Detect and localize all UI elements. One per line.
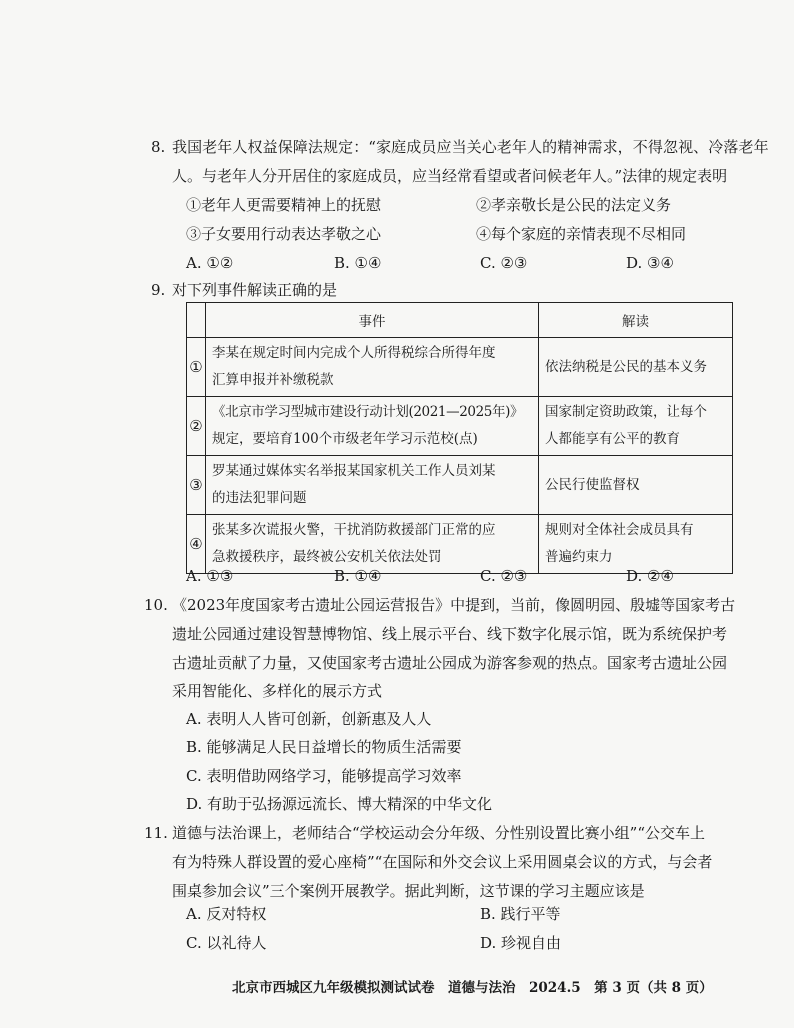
question-stem-line: 有为特殊人群设置的爱心座椅”“在国际和外交会议上采用圆桌会议的方式，与会者 [172,853,713,871]
question-stem-line: 《2023年度国家考古遗址公园运营报告》中提到，当前，像圆明园、殷墟等国家考古 [172,596,736,614]
option-b[interactable]: B. 能够满足人民日益增长的物质生活需要 [186,738,462,756]
option-c[interactable]: C. ②③ [480,254,528,272]
option-a[interactable]: A. ①③ [186,567,234,585]
option-b[interactable]: B. ①④ [334,254,382,272]
event-line: 规定，要培育100个市级老年学习示范校(点) [212,431,478,447]
question-number: 11. [144,824,168,842]
question-stem-line: 人。与老年人分开居住的家庭成员，应当经常看望或者问候老年人。”法律的规定表明 [172,167,728,185]
statement-1: ①老年人更需要精神上的抚慰 [186,196,382,214]
option-d[interactable]: D. 珍视自由 [480,934,562,952]
question-number: 8. [151,138,166,156]
event-cell [206,397,539,456]
option-a[interactable]: A. 表明人人皆可创新，创新惠及人人 [186,710,432,728]
row-number: ④ [187,515,206,574]
table-header-row [187,303,733,338]
event-line: 李某在规定时间内完成个人所得税综合所得年度 [212,345,496,361]
question-number: 10. [144,596,168,614]
event-line: 张某多次谎报火警，干扰消防救援部门正常的应 [212,522,496,538]
option-c[interactable]: C. 表明借助网络学习，能够提高学习效率 [186,767,462,785]
option-d[interactable]: D. ③④ [626,254,674,272]
option-a[interactable]: A. ①② [186,254,234,272]
event-table [186,302,733,574]
table-row [187,456,733,515]
interpretation-cell [539,338,733,397]
option-b[interactable]: B. 践行平等 [480,905,561,923]
interpretation-line: 人都能享有公平的教育 [545,431,680,447]
event-line: 的违法犯罪问题 [212,490,307,506]
table-header-event: 事件 [206,303,539,338]
table-header-blank [187,303,206,338]
question-stem-line: 古遗址贡献了力量，又使国家考古遗址公园成为游客参观的热点。国家考古遗址公园 [172,654,728,672]
option-d[interactable]: D. 有助于弘扬源远流长、博大精深的中华文化 [186,795,493,813]
question-stem-line: 遗址公园通过建设智慧博物馆、线上展示平台、线下数字化展示馆，既为系统保护考 [172,625,728,643]
interpretation-line: 普遍约束力 [545,549,613,565]
page-footer: 北京市西城区九年级模拟测试试卷 道德与法治 2024.5 第 3 页（共 8 页） [232,980,713,996]
statement-4: ④每个家庭的亲情表现不尽相同 [476,225,687,243]
question-stem-line: 道德与法治课上，老师结合“学校运动会分年级、分性别设置比赛小组”“公交车上 [172,824,706,842]
option-c[interactable]: C. ②③ [480,567,528,585]
row-number: ① [187,338,206,397]
question-stem-line: 围桌参加会议”三个案例开展教学。据此判断，这节课的学习主题应该是 [172,882,645,900]
option-d[interactable]: D. ②④ [626,567,674,585]
option-c[interactable]: C. 以礼待人 [186,934,267,952]
event-line: 《北京市学习型城市建设行动计划(2021—2025年)》 [212,404,524,420]
row-number: ② [187,397,206,456]
question-stem-line: 对下列事件解读正确的是 [172,281,338,299]
interpretation-cell [539,456,733,515]
interpretation-line: 规则对全体社会成员具有 [545,522,694,538]
event-cell [206,338,539,397]
question-stem-line: 采用智能化、多样化的展示方式 [172,682,383,700]
event-line: 急救援秩序，最终被公安机关依法处罚 [212,549,442,565]
option-b[interactable]: B. ①④ [334,567,382,585]
table-header-interpretation: 解读 [539,303,733,338]
interpretation-line: 公民行使监督权 [545,476,640,493]
event-line: 罗某通过媒体实名举报某国家机关工作人员刘某 [212,463,496,479]
question-number: 9. [151,281,166,299]
statement-3: ③子女要用行动表达孝敬之心 [186,225,382,243]
row-number: ③ [187,456,206,515]
interpretation-line: 国家制定资助政策，让每个 [545,404,707,420]
event-line: 汇算申报并补缴税款 [212,372,334,388]
table-row [187,338,733,397]
question-stem-line: 我国老年人权益保障法规定：“家庭成员应当关心老年人的精神需求，不得忽视、冷落老年 [172,138,769,156]
event-cell [206,456,539,515]
interpretation-line: 依法纳税是公民的基本义务 [545,358,707,375]
interpretation-cell [539,397,733,456]
table-row [187,397,733,456]
statement-2: ②孝亲敬长是公民的法定义务 [476,196,672,214]
option-a[interactable]: A. 反对特权 [186,905,267,923]
